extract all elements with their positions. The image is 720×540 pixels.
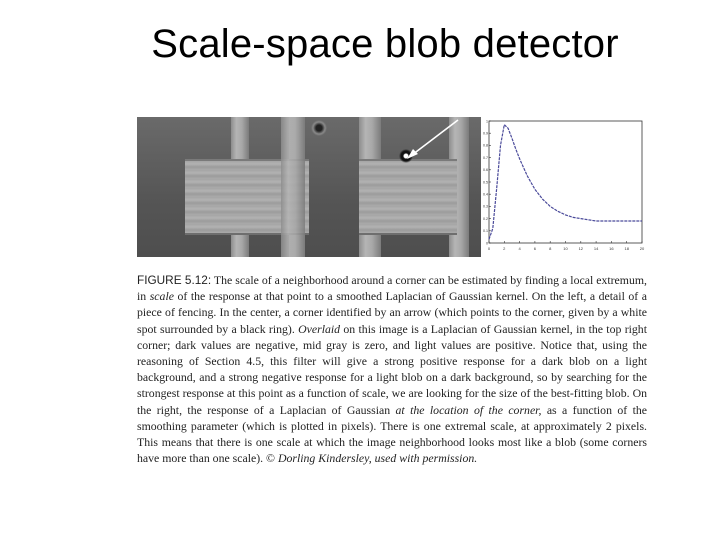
response-plot bbox=[483, 117, 646, 257]
caption-text: of the response at that point to a smoothed Laplacian of Gaussian kernel. On the left, a detail of a piece of fencing. In the center, a corner identified by an arrow (which points to the corner, given by a white spot surrounded by a black ring). bbox=[137, 289, 647, 336]
y-tick-label: 0.3 bbox=[483, 204, 488, 209]
y-tick-label: 1 bbox=[486, 119, 488, 124]
x-tick-label: 16 bbox=[609, 246, 614, 251]
figure-label: FIGURE 5.12: bbox=[137, 273, 212, 287]
y-tick-label: 0.5 bbox=[483, 180, 488, 185]
y-tick-label: 0.8 bbox=[483, 143, 488, 148]
caption-text: The scale of a neighborhood around a corner can be estimated by finding a local extremum, in bbox=[137, 273, 647, 304]
y-tick-label: 0.9 bbox=[483, 131, 488, 136]
y-tick-label: 0.6 bbox=[483, 168, 488, 173]
y-tick-label: 0.1 bbox=[483, 229, 488, 234]
y-tick-label: 0.4 bbox=[483, 192, 488, 197]
x-tick-label: 4 bbox=[518, 246, 521, 251]
caption-text: on this image is a Laplacian of Gaussian kernel, in the top right corner; dark values are negative, mid gray is zero, and light values are positive. Notice that, using the reasoning of Section 4.5, this filter will give a strong positive response for a dark blob on a light background, and a strong negative response for a light blob on a dark background, so by searching for the strongest response at this point as a function of scale, we are looking for the size of the best-fitting blob. On the right, the response of a Laplacian of Gaussian bbox=[137, 321, 647, 417]
y-tick-label: 0.7 bbox=[483, 155, 488, 160]
x-tick-label: 14 bbox=[593, 246, 599, 251]
y-tick-label: 0 bbox=[486, 241, 488, 246]
y-tick-label: 0.2 bbox=[483, 216, 488, 221]
x-tick-label: 12 bbox=[578, 246, 584, 251]
x-tick-label: 8 bbox=[549, 246, 552, 251]
x-tick-label: 18 bbox=[624, 246, 629, 251]
arrow-head-icon bbox=[407, 149, 418, 159]
caption-text: as a function of the smoothing parameter (which is plotted in pixels). There is one extremal scale, at approximately 2 pixels. This means that there is one scale at which the image neighborhood looks most like a blob (some corners have more than one scale). © bbox=[137, 402, 647, 466]
caption-italic: at the location of the corner, bbox=[395, 402, 542, 417]
caption-credit: Dorling Kindersley, used with permission. bbox=[277, 451, 478, 466]
x-tick-label: 0 bbox=[487, 246, 491, 251]
series-line bbox=[489, 125, 642, 240]
slide-title: Scale-space blob detector bbox=[151, 22, 619, 66]
arrow-icon bbox=[412, 120, 458, 155]
x-tick-label: 10 bbox=[563, 246, 568, 251]
x-tick-label: 2 bbox=[503, 246, 506, 251]
caption-italic: Overlaid bbox=[298, 321, 341, 336]
figure-caption bbox=[137, 272, 647, 466]
caption-italic: scale bbox=[149, 289, 174, 304]
x-tick-label: 6 bbox=[533, 246, 537, 251]
x-tick-label: 20 bbox=[639, 246, 645, 251]
